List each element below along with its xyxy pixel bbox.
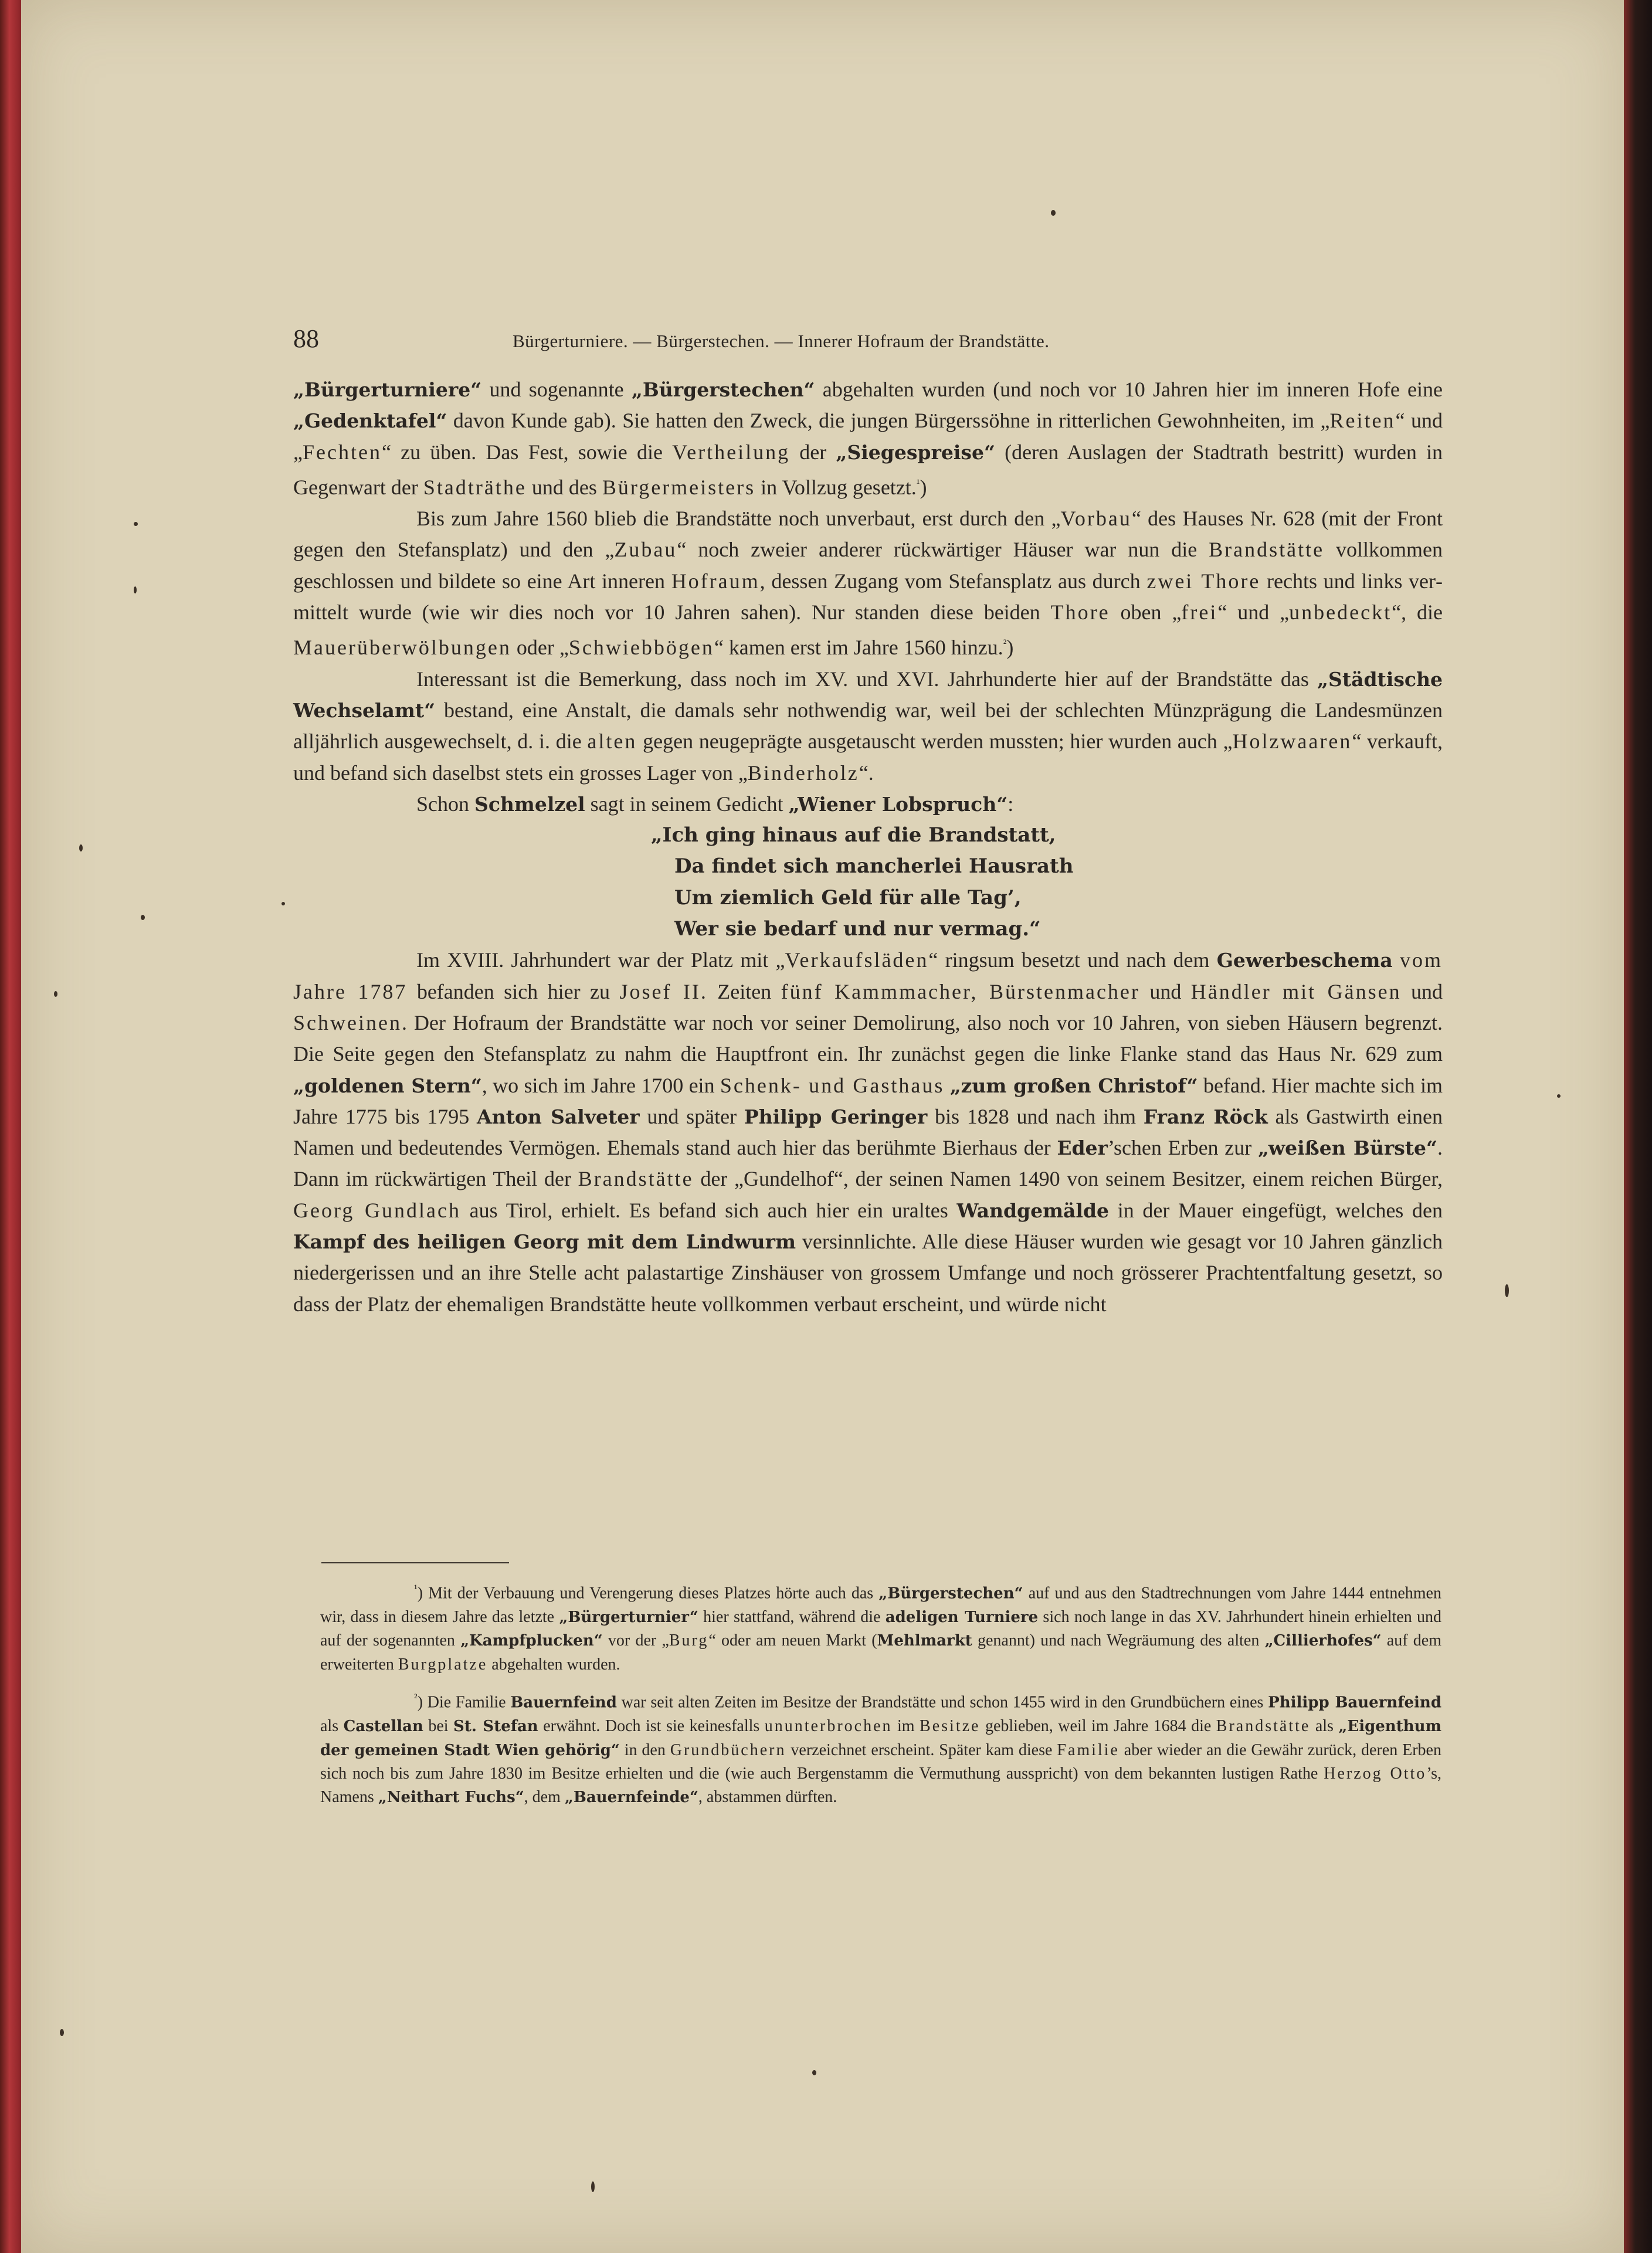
blackletter-term: „Wiener Lobspruch“ [788, 792, 1008, 816]
spaced-term: Besitze [920, 1717, 981, 1736]
blackletter-term: Eder [1057, 1136, 1108, 1160]
text-run [944, 1074, 949, 1097]
blackletter-term: „Bürgerturnier“ [559, 1608, 698, 1626]
text-run: “. [859, 761, 874, 785]
paper-speck [1557, 1094, 1561, 1098]
footnotes [320, 1577, 1441, 1820]
text-run: (deren Auslagen der Stadtrath bestritt) wurden in Gegenwart der [293, 440, 1443, 499]
blackletter-term: Kampf des heiligen Georg mit dem Lindwurm [293, 1230, 796, 1254]
text-run: als [1310, 1717, 1339, 1736]
text-run: ’s, Namens [320, 1765, 1441, 1806]
paper-speck [812, 2070, 816, 2075]
paragraph-5 [293, 945, 1443, 1320]
blackletter-term: Castellan [343, 1718, 423, 1736]
spaced-term: Burgplatze [398, 1655, 488, 1674]
text-run: “ noch zweier anderer rückwärtiger Häuser war nun die [677, 538, 1209, 562]
text-run: im [892, 1717, 920, 1736]
footnote-1 [320, 1577, 1441, 1676]
text-run: sagt in seinem Gedicht [585, 792, 789, 816]
spaced-term: Vorbau [1060, 507, 1132, 531]
text-run: ) [1006, 636, 1014, 660]
spaced-term: Binderholz [747, 761, 859, 785]
text-run: bei [423, 1717, 454, 1736]
spaced-term: Mauerüberwölbungen [293, 636, 511, 660]
footnote-marker: ² [414, 1692, 418, 1705]
text-run: sich noch lange in das XV. Jahrhundert hinein erhielten und auf der sogenannten [320, 1607, 1441, 1650]
text-run: als Gastwirth einen Namen und bedeutendes Vermögen. Ehemals stand auch hier das berühmte Bierhaus der [293, 1104, 1443, 1160]
spaced-term: Brandstätte [1209, 538, 1325, 562]
spaced-term: Reiten [1329, 409, 1396, 433]
blackletter-term: St. Stefan [453, 1718, 538, 1736]
poem-line: Um ziemlich Geld für alle Tag’, [674, 885, 1022, 910]
spaced-term: Hofraum [671, 569, 760, 593]
text-run: und [1139, 979, 1191, 1003]
text-run: ) [920, 475, 927, 499]
blackletter-term: Wandgemälde [956, 1199, 1110, 1222]
paper-speck [1051, 210, 1056, 216]
spaced-term: Schweinen [293, 1010, 402, 1034]
text-run: oben „ [1110, 600, 1182, 625]
spaced-term: Georg Gundlach [293, 1198, 461, 1222]
footnote-2 [320, 1687, 1441, 1809]
paragraph-3 [293, 664, 1443, 789]
spaced-term: zwei Thore [1146, 569, 1261, 593]
text-run: auf dem erweiterten [320, 1631, 1441, 1674]
text-run: Bis zum Jahre 1560 blieb die Brandstätte noch unverbaut, erst durch den „ [416, 507, 1061, 531]
text-run: abgehalten wurden (und noch vor 10 Jahren hier im inneren Hofe eine [815, 378, 1443, 401]
text-run: und sogenannte [481, 378, 632, 401]
text-run: . Dann im rückwärtigen Theil der [293, 1136, 1443, 1191]
spaced-term: Josef II. [619, 979, 708, 1003]
text-run: , dessen Zugang vom Stefansplatz aus durch [759, 569, 1147, 593]
footnote-marker: ¹ [414, 1583, 418, 1595]
text-run: auf und aus den Stadtrechnungen vom Jahre 1444 entnehmen wir, dass in diesem Jahre das letzte [320, 1584, 1441, 1626]
paper-speck [134, 586, 137, 593]
text-run: “ und „ [1217, 600, 1290, 625]
poem-quote [293, 820, 1443, 945]
text-run: , dem [524, 1787, 565, 1806]
paper-speck [79, 844, 83, 851]
text-run: davon Kunde gab). Sie hatten den Zweck, die jungen Bürgerssöhne in ritterlichen Gewohnheiten, im „ [447, 409, 1330, 433]
text-run: “ des Hauses Nr. 628 (mit der Front gegen den Stefansplatz) und den „ [293, 507, 1443, 562]
text-run: befanden sich hier zu [407, 979, 620, 1003]
text-run: und später [639, 1104, 744, 1128]
blackletter-term: Anton Salveter [477, 1105, 640, 1128]
spaced-term: Verkaufsläden [785, 948, 929, 972]
spaced-term: vom Jahre 1787 [293, 948, 1443, 1003]
spaced-term: Schenk- und Gasthaus [720, 1073, 945, 1097]
binding-right-edge [1624, 0, 1652, 2253]
text-run: erwähnt. Doch ist sie keinesfalls [538, 1717, 765, 1736]
blackletter-term: „Bürgerturniere“ [293, 378, 482, 401]
text-run: ) Mit der Verbauung und Verengerung dieses Platzes hörte auch das [417, 1584, 879, 1603]
text-run: in den [619, 1740, 670, 1759]
text-run: “, die [1392, 600, 1443, 625]
text-run: “ und „ [293, 409, 1443, 464]
text-run: war seit alten Zeiten im Besitze der Brandstätte und schon 1455 wird in den Grundbüchern eines [616, 1693, 1268, 1712]
main-text [293, 374, 1443, 1320]
blackletter-term: Schmelzel [474, 792, 585, 816]
text-run: genannt) und nach Wegräumung des alten [972, 1631, 1265, 1650]
spaced-term: Vertheilung [672, 440, 791, 464]
text-run: . Der Hofraum der Brandstätte war noch vor seiner Demolirung, also noch vor 10 Jahren, von sieben Häusern begrenzt. Die Seite gegen den Stefansplatz zu nahm die Hauptfront ein. Ihr zunächst gegen die linke Flanke stand das Haus Nr. 629 zum [293, 1010, 1443, 1066]
text-run: Im XVIII. Jahrhundert war der Platz mit „ [416, 948, 785, 972]
spaced-term: Händler mit Gänsen [1190, 979, 1402, 1003]
spaced-term: ununterbrochen [764, 1717, 893, 1736]
poem-line: Wer sie bedarf und nur vermag.“ [674, 917, 1041, 941]
text-run: in der Mauer eingefügt, welches den [1109, 1198, 1443, 1222]
spaced-term: Familie [1057, 1740, 1120, 1759]
text-run: in Vollzug gesetzt. [755, 475, 917, 499]
text-run: “ kamen erst im Jahre 1560 hinzu. [714, 636, 1003, 660]
spaced-term: Schwiebbögen [568, 636, 714, 660]
poem-line: Da findet sich mancherlei Hausrath [674, 854, 1074, 878]
blackletter-term: „Städtische Wechselamt“ [293, 667, 1443, 722]
text-run: “ verkauft, und befand sich daselbst stets ein grosses Lager von „ [293, 729, 1443, 785]
text-run: ) Die Familie [417, 1693, 511, 1712]
blackletter-term: „Bürgerstechen“ [631, 378, 815, 401]
text-run: der [790, 440, 836, 464]
text-run: vollkommen geschlossen und bildete so eine Art inneren [293, 538, 1443, 593]
text-run: , wo sich im Jahre 1700 ein [481, 1073, 720, 1097]
text-run: aber wieder an die Gewähr zurück, deren Erben sich noch bis zum Jahre 1830 im Besitze erhielten und die (wie auch Bergenstamm die Vermuthung ausspricht) von dem bekannten lustigen Rathe [320, 1740, 1441, 1783]
blackletter-term: „Eigenthum der gemeinen Stadt Wien gehörig“ [320, 1718, 1442, 1759]
spaced-term: Brandstätte [578, 1167, 694, 1191]
text-run: rechts und links vermittelt wurde (wie wir dies noch vor 10 Jahren sahen). Nur standen diese beiden [293, 569, 1443, 625]
blackletter-term: Philipp Bauernfeind [1268, 1694, 1442, 1712]
spaced-term: Herzog Otto [1324, 1765, 1427, 1783]
spaced-term: Grundbüchern [670, 1740, 786, 1759]
text-run: und des [526, 475, 602, 499]
text-run: bis 1828 und nach ihm [927, 1104, 1144, 1128]
blackletter-term: Gewerbeschema [1216, 949, 1393, 972]
paper-speck [60, 2029, 64, 2036]
spaced-term: Brandstätte [1216, 1717, 1311, 1736]
text-run: bestand, eine Anstalt, die damals sehr nothwendig war, weil bei der schlechten Münzprägung die Landesmünzen alljährlich ausgewechselt, d. i. die [293, 698, 1443, 754]
paper-speck [591, 2181, 595, 2192]
text-run: der „Gundelhof“, der seinen Namen 1490 von seinem Besitzer, einem reichen Bürger, [693, 1167, 1443, 1191]
footnote-divider [321, 1562, 509, 1563]
text-run: ’schen Erben zur [1107, 1136, 1258, 1160]
spaced-term: Burg [669, 1631, 709, 1650]
blackletter-term: „weißen Bürste“ [1257, 1136, 1437, 1160]
text-run: , abstammen dürften. [698, 1787, 837, 1806]
paper-speck [281, 902, 285, 905]
running-title: Bürgerturniere. — Bürgerstechen. — Innerer Hofraum der Brandstätte. [513, 331, 1050, 351]
page-header [293, 324, 1196, 359]
text-run: gegen neugeprägte ausgetauscht werden mussten; hier wurden auch „ [637, 729, 1233, 754]
spaced-term: Thore [1050, 600, 1110, 625]
spaced-term: unbedeckt [1289, 600, 1392, 625]
spaced-term: Stadträthe [423, 475, 527, 499]
text-run: als [320, 1717, 344, 1736]
blackletter-term: Bauernfeind [510, 1694, 617, 1712]
spaced-term: fünf Kammmacher, Bürstenmacher [781, 979, 1140, 1003]
text-run: verzeichnet erscheint. Später kam diese [786, 1740, 1057, 1759]
spaced-term: alten [587, 729, 637, 754]
text-run: Schon [416, 792, 474, 816]
text-run: versinnlichte. Alle diese Häuser wurden wie gesagt vor 10 Jahren gänzlich niedergerissen und an ihre Stelle acht palastartige Zinshäuser von grossem Umfange und noch grösserer Prachtentfaltung gesetzt, so dass der Platz der ehemaligen Brandstätte heute vollkommen verbaut erscheint, und würde nicht [293, 1230, 1443, 1316]
footnote-ref: ¹ [916, 477, 920, 490]
blackletter-term: „Bauernfeinde“ [564, 1788, 698, 1806]
text-run: “ ringsum besetzt und nach dem [928, 948, 1217, 972]
blackletter-term: „Siegespreise“ [836, 440, 995, 464]
spaced-term: Zubau [614, 538, 677, 562]
blackletter-term: Franz Röck [1143, 1105, 1268, 1128]
blackletter-term: adeligen Turniere [885, 1608, 1039, 1626]
page-number: 88 [293, 324, 319, 353]
text-run: : [1008, 792, 1014, 816]
text-run: abgehalten wurden. [487, 1655, 620, 1674]
blackletter-term: Philipp Geringer [744, 1105, 928, 1128]
text-run: hier stattfand, während die [698, 1607, 886, 1626]
blackletter-term: „Bürgerstechen“ [878, 1584, 1023, 1603]
text-run: Zeiten [707, 979, 781, 1003]
binding-left-edge [0, 0, 21, 2253]
blackletter-term: Mehlmarkt [877, 1632, 972, 1650]
text-run: oder „ [511, 636, 569, 660]
text-run: geblieben, weil im Jahre 1684 die [980, 1717, 1216, 1736]
paragraph-4 [293, 789, 1443, 820]
text-run: vor der „ [602, 1631, 669, 1650]
paper-speck [141, 915, 145, 920]
footnote-ref: ² [1003, 637, 1007, 650]
spaced-term: Holzwaaren [1232, 729, 1352, 754]
paper-speck [134, 522, 138, 526]
blackletter-term: „Neithart Fuchs“ [378, 1788, 524, 1806]
text-run: befand. Hier machte sich im Jahre 1775 bis 1795 [293, 1073, 1443, 1128]
text-run: aus Tirol, erhielt. Es befand sich auch hier ein uraltes [460, 1198, 957, 1222]
text-run: und [1401, 979, 1443, 1003]
spaced-term: frei [1181, 600, 1218, 625]
poem-line: „Ich ging hinaus auf die Brandstatt, [651, 823, 1056, 847]
blackletter-term: „Cillierhofes“ [1264, 1632, 1382, 1650]
text-run [1393, 948, 1400, 972]
spaced-term: Bürgermeisters [602, 475, 756, 499]
blackletter-term: „goldenen Stern“ [293, 1074, 482, 1097]
blackletter-term: „Kampfplucken“ [460, 1632, 603, 1650]
blackletter-term: „zum großen Christof“ [949, 1074, 1198, 1097]
text-run: Interessant ist die Bemerkung, dass noch im XV. und XVI. Jahrhunderte hier auf der Brandstätte das [416, 667, 1318, 691]
blackletter-term: „Gedenktafel“ [293, 409, 447, 433]
paragraph-2 [293, 503, 1443, 663]
text-run: “ oder am neuen Markt ( [708, 1631, 877, 1650]
paper-speck [54, 991, 57, 997]
paper-speck [1505, 1284, 1509, 1297]
spaced-term: Fechten [302, 440, 382, 464]
paragraph-1 [293, 374, 1443, 503]
text-run: “ zu üben. Das Fest, sowie die [381, 440, 673, 464]
